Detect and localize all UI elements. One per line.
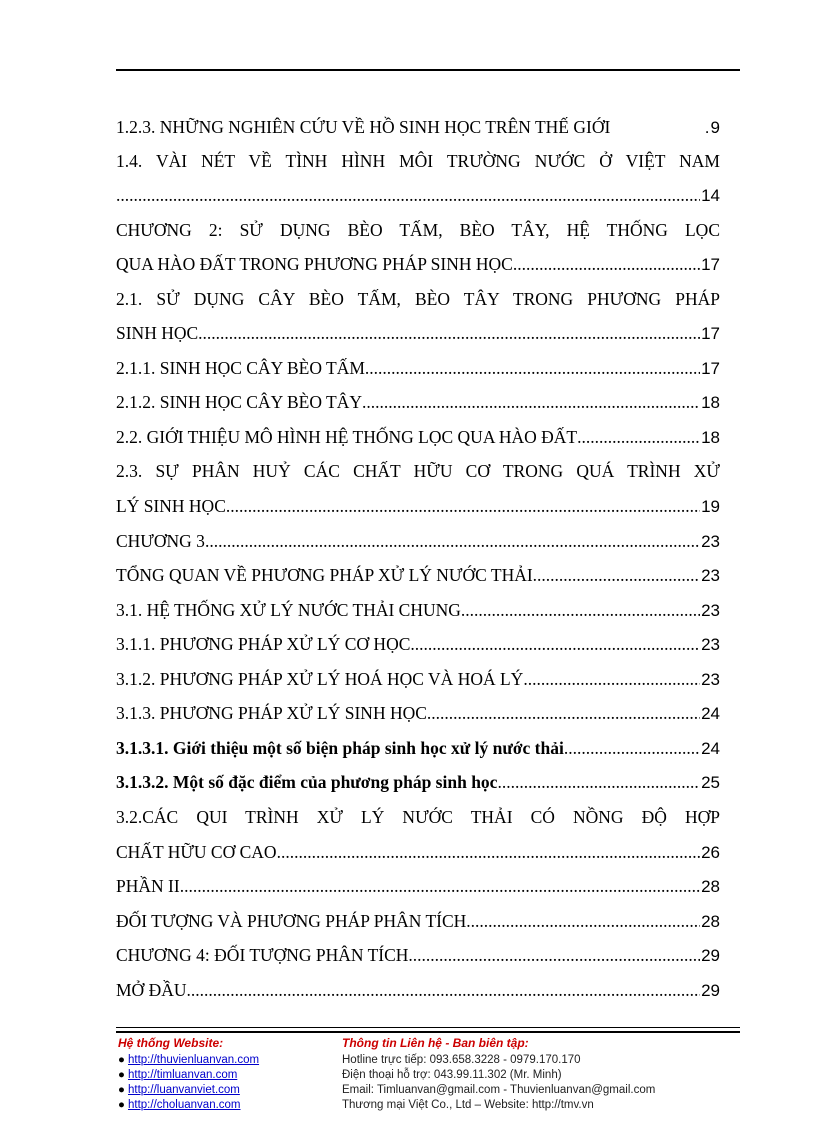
footer-phone: Điện thoại hỗ trợ: 043.99.11.302 (Mr. Minh) xyxy=(342,1069,562,1081)
toc-entry xyxy=(116,666,720,692)
toc-leader-dots xyxy=(513,251,700,277)
footer-rule-thick xyxy=(116,1031,740,1033)
toc-entry xyxy=(116,114,720,140)
toc-entry xyxy=(116,597,720,623)
toc-entry-page: 18 xyxy=(701,393,720,412)
toc-entry-title: 3.2.CÁC QUI TRÌNH XỬ LÝ NƯỚC THẢI CÓ NỒNG ĐỘ HỢP xyxy=(116,807,720,827)
toc-leader-dots xyxy=(523,666,700,692)
bullet-icon: ● xyxy=(118,1054,125,1066)
toc-entry-page: 25 xyxy=(701,773,720,792)
toc-entry xyxy=(116,908,720,934)
bullet-icon: ● xyxy=(118,1084,125,1096)
toc-entry-title: 2.2. GIỚI THIỆU MÔ HÌNH HỆ THỐNG LỌC QUA HÀO ĐẤT xyxy=(116,427,578,447)
toc-entry-title: MỞ ĐẦU xyxy=(116,980,187,1000)
toc-entry-page: 23 xyxy=(701,601,720,620)
toc-entry-page: 29 xyxy=(701,981,720,1000)
toc-leader-dots xyxy=(198,320,700,346)
toc-entry xyxy=(116,320,720,346)
toc-entry xyxy=(116,148,720,174)
toc-entry-page: 23 xyxy=(701,566,720,585)
toc-entry xyxy=(116,631,720,657)
toc-entry-page: 19 xyxy=(701,497,720,516)
toc-entry-title: LÝ SINH HỌC xyxy=(116,496,226,516)
footer-company: Thương mại Việt Co., Ltd – Website: http://tmv.vn xyxy=(342,1099,594,1111)
toc-leader-dots xyxy=(427,700,700,726)
toc-entry xyxy=(116,389,720,415)
toc-entry-page: 17 xyxy=(701,255,720,274)
toc-entry xyxy=(116,839,720,865)
toc-entry-page: 23 xyxy=(701,532,720,551)
toc-entry xyxy=(116,424,720,450)
toc-leader-dots xyxy=(187,977,701,1003)
toc-entry xyxy=(116,458,720,484)
toc-entry-page: 9 xyxy=(710,118,720,137)
footer-link[interactable]: http://choluanvan.com xyxy=(128,1099,241,1111)
toc-entry-page: 28 xyxy=(701,877,720,896)
toc-entry-title: 3.1.3. PHƯƠNG PHÁP XỬ LÝ SINH HỌC xyxy=(116,703,427,723)
toc-entry-title: 3.1.2. PHƯƠNG PHÁP XỬ LÝ HOÁ HỌC VÀ HOÁ LÝ xyxy=(116,669,524,689)
toc-entry-title: 2.3. SỰ PHÂN HUỶ CÁC CHẤT HỮU CƠ TRONG QUÁ TRÌNH XỬ xyxy=(116,461,720,481)
toc-entry xyxy=(116,355,720,381)
toc-entry-title: 2.1.1. SINH HỌC CÂY BÈO TẤM xyxy=(116,358,365,378)
toc-entry-title: 2.1. SỬ DỤNG CÂY BÈO TẤM, BÈO TÂY TRONG PHƯƠNG PHÁP xyxy=(116,289,720,309)
toc-leader-dots xyxy=(466,908,700,934)
toc-entry-title: 3.1. HỆ THỐNG XỬ LÝ NƯỚC THẢI CHUNG xyxy=(116,600,461,620)
toc-leader-dots xyxy=(180,873,700,899)
toc-entry-title: SINH HỌC xyxy=(116,323,199,343)
toc-entry-title: ĐỐI TƯỢNG VÀ PHƯƠNG PHÁP PHÂN TÍCH xyxy=(116,911,467,931)
toc-entry-title: CHƯƠNG 4: ĐỐI TƯỢNG PHÂN TÍCH xyxy=(116,945,409,965)
footer-link-item[interactable] xyxy=(118,1098,259,1113)
toc-entry-title: 3.1.1. PHƯƠNG PHÁP XỬ LÝ CƠ HỌC xyxy=(116,634,411,654)
footer-rule xyxy=(116,1027,740,1028)
toc-entry-title: 3.1.3.2. Một số đặc điểm của phương pháp sinh học xyxy=(116,772,498,792)
toc-entry-title: CHẤT HỮU CƠ CAO xyxy=(116,842,277,862)
footer-hotline: Hotline trực tiếp: 093.658.3228 - 0979.170.170 xyxy=(342,1054,581,1066)
toc-leader-dots xyxy=(410,631,700,657)
footer-link[interactable]: http://thuvienluanvan.com xyxy=(128,1054,260,1066)
toc-leader-dots xyxy=(226,493,700,519)
footer-link-item[interactable] xyxy=(118,1053,259,1068)
toc-entry xyxy=(116,182,720,208)
toc-entry-title: TỔNG QUAN VỀ PHƯƠNG PHÁP XỬ LÝ NƯỚC THẢI xyxy=(116,565,533,585)
toc-entry xyxy=(116,700,720,726)
toc-entry xyxy=(116,804,720,830)
footer-link-item[interactable] xyxy=(118,1083,259,1098)
toc-entry xyxy=(116,562,720,588)
toc-entry-page: 23 xyxy=(701,670,720,689)
footer-websites-heading: Hệ thống Website: xyxy=(118,1036,224,1050)
footer-websites xyxy=(118,1036,259,1113)
toc-entry xyxy=(116,493,720,519)
toc-entry-title: CHƯƠNG 3 xyxy=(116,531,205,551)
toc-entry-title: 1.2.3. NHỮNG NGHIÊN CỨU VỀ HỒ SINH HỌC TRÊN THẾ GIỚI xyxy=(116,117,611,137)
toc-entry xyxy=(116,251,720,277)
bullet-icon: ● xyxy=(118,1069,125,1081)
toc-leader-dots xyxy=(533,562,700,588)
toc-entry xyxy=(116,217,720,243)
footer-contact-heading: Thông tin Liên hệ - Ban biên tập: xyxy=(342,1036,529,1050)
toc-entry-page: 29 xyxy=(701,946,720,965)
toc-entry-title: 2.1.2. SINH HỌC CÂY BÈO TÂY xyxy=(116,392,362,412)
toc-leader-dots xyxy=(362,389,700,415)
footer-link[interactable]: http://luanvanviet.com xyxy=(128,1084,240,1096)
toc-entry-page: 28 xyxy=(701,912,720,931)
toc-leader-dots xyxy=(277,839,701,865)
toc-entry-page: 18 xyxy=(701,428,720,447)
toc-entry-title: 1.4. VÀI NÉT VỀ TÌNH HÌNH MÔI TRƯỜNG NƯỚC Ở VIỆT NAM xyxy=(116,151,720,171)
toc-entry-dot: . xyxy=(704,118,710,137)
toc-entry-page: 17 xyxy=(701,359,720,378)
toc-leader-dots xyxy=(497,769,700,795)
toc-entry-title: CHƯƠNG 2: SỬ DỤNG BÈO TẤM, BÈO TÂY, HỆ THỐNG LỌC xyxy=(116,220,720,240)
toc-leader-dots xyxy=(461,597,700,623)
toc-leader-dots xyxy=(365,355,700,381)
toc-entry xyxy=(116,942,720,968)
footer-link-item[interactable] xyxy=(118,1068,259,1083)
footer-contact xyxy=(342,1036,655,1113)
footer-email: Email: Timluanvan@gmail.com - Thuvienluanvan@gmail.com xyxy=(342,1084,656,1096)
toc-entry-page: 23 xyxy=(701,635,720,654)
toc-entry-page: 14 xyxy=(701,186,720,205)
bullet-icon: ● xyxy=(118,1099,125,1111)
toc-entry xyxy=(116,977,720,1003)
footer-link[interactable]: http://timluanvan.com xyxy=(128,1069,238,1081)
toc-entry-title: 3.1.3.1. Giới thiệu một số biện pháp sinh học xử lý nước thải xyxy=(116,738,564,758)
toc-leader-dots xyxy=(577,424,700,450)
toc-leader-dots xyxy=(205,528,700,554)
toc-entry xyxy=(116,735,720,761)
toc-entry xyxy=(116,286,720,312)
toc-entry-page: 24 xyxy=(701,704,720,723)
toc-entry-page: 24 xyxy=(701,739,720,758)
header-rule xyxy=(116,69,740,71)
toc-leader-dots xyxy=(116,182,700,208)
toc-entry-page: 26 xyxy=(701,843,720,862)
toc-entry-title: PHẦN II xyxy=(116,876,180,896)
toc-entry xyxy=(116,769,720,795)
toc-entry-page: 17 xyxy=(701,324,720,343)
toc-entry xyxy=(116,873,720,899)
toc-entry-title: QUA HÀO ĐẤT TRONG PHƯƠNG PHÁP SINH HỌC xyxy=(116,254,513,274)
toc-leader-dots xyxy=(408,942,700,968)
toc-entry xyxy=(116,528,720,554)
toc-leader-dots xyxy=(564,735,700,761)
